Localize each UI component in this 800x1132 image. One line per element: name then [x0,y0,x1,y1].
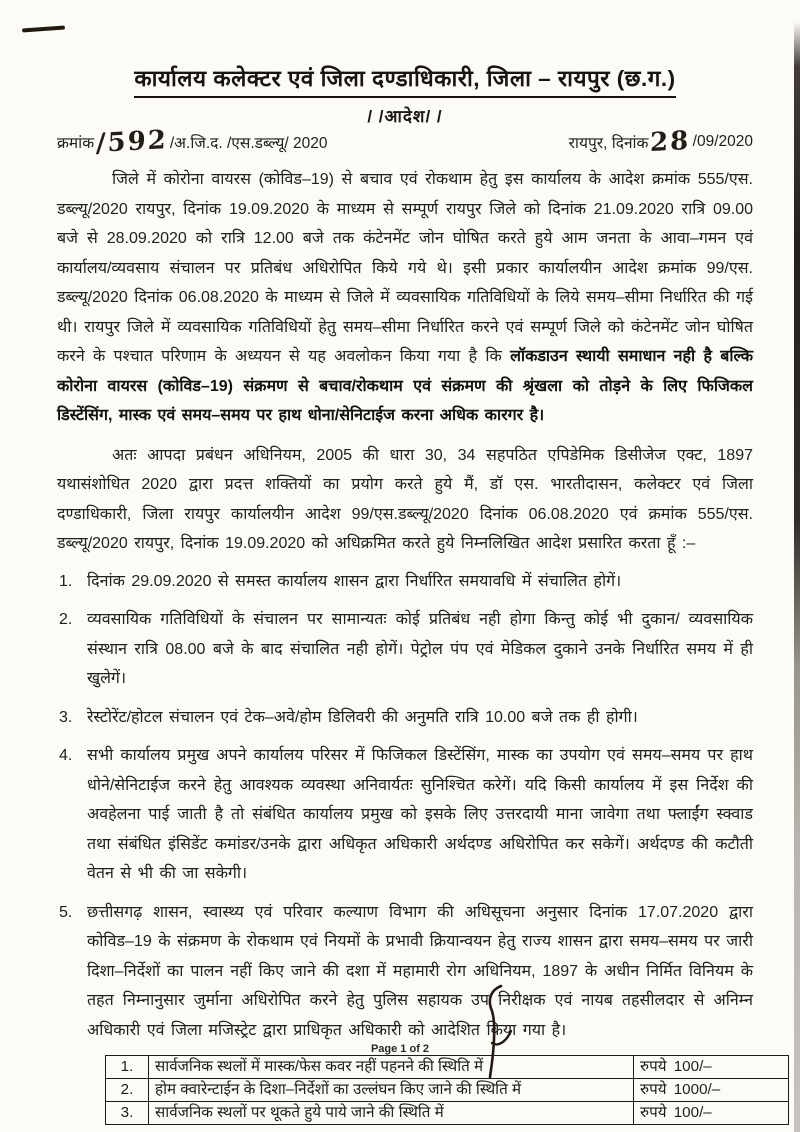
item-number: 4. [59,747,73,764]
table-row [106,1056,789,1079]
item-number: 5. [59,903,73,921]
item-text: व्यवसायिक गतिविधियों के संचालन पर सामान्यतः कोई प्रतिबंध नही होगा किन्तु कोई भी दुकान/ व्यवसायिक संस्थान रात्रि 08.00 बजे के बाद संचालित नही होगें। पेट्रोल पंप एवं मेडिकल दुकाने उनके निर्धारित समय में ही खुलेगें। [87,611,753,687]
order-number-suffix: /अ.जि.द. /एस.डब्ल्यू/ 2020 [169,135,328,152]
page-number-footer: Page 1 of 2 [370,1043,430,1055]
pen-dash-mark [22,26,65,32]
cell-violation: सार्वजनिक स्थलों पर थूकते हुये पाये जाने की स्थिति में [149,1102,634,1125]
cell-fine-amount: रुपये 100/– [634,1056,789,1079]
paragraph-background-lead: जिले में कोरोना वायरस (कोविड–19) से बचाव एवं रोकथाम हेतु इस कार्यालय के आदेश क्रमांक 555/एस. डब्ल्यू/2020 रायपुर, दिनांक 19.09.2020 के माध्यम से सम्पूर्ण रायपुर जिले को दिनांक 21.09.2020 रात्रि 09.00 बजे से 28.09.2020 को रात्रि 12.00 बजे तक कंटेनमेंट जोन घोषित करते हुये आम जनता के आवा–गमन एवं कार्यालय/व्यवसाय संचालन पर प्रतिबंध अधिरोपित किये गये थे। इसी प्रकार कार्यालयीन आदेश क्रमांक 99/एस. डब्ल्यू/2020 दिनांक 06.08.2020 के माध्यम से जिले में व्यवसायिक गतिविधियों के लिये समय–सीमा निर्धारित की गई थी। रायपुर जिले में व्यवसायिक गतिविधियों हेतु समय–सीमा निर्धारित करने एवं सम्पूर्ण जिले को कंटेनमेंट जोन घोषित करने के पश्चात परिणाम के अध्ययन से यह अवलोकन किया गया है कि [57,171,753,365]
table-row [106,1102,789,1125]
list-item [57,741,753,889]
item-number: 1. [59,572,73,590]
cell-violation: होम क्वारेन्टाईन के दिशा–निर्देशों का उल्लंघन किए जाने की स्थिति में [149,1079,634,1102]
cell-serial: 2. [106,1079,149,1102]
page-title [57,62,753,98]
cell-fine-amount: रुपये 100/– [634,1102,789,1125]
cell-serial: 3. [106,1102,149,1125]
cell-violation: सार्वजनिक स्थलों में मास्क/फेस कवर नहीं पहनने की स्थिति में [149,1056,634,1079]
place-date-line [568,125,753,159]
item-number: 2. [59,611,73,628]
item-text: रेस्टोरेंट/होटल संचालन एवं टेक–अवे/होम डिलिवरी की अनुमति रात्रि 10.00 बजे तक ही होगी। [87,708,638,726]
item-text: छत्तीसगढ़ शासन, स्वास्थ्य एवं परिवार कल्याण विभाग की अधिसूचना अनुसार दिनांक 17.07.2020 द्वारा कोविड–19 के संक्रमण के रोकथाम एवं नियमों के प्रभावी क्रियान्वयन हेतु राज्य शासन द्वारा समय–समय पर जारी दिशा–निर्देशों का पालन नहीं किए जाने की दशा में महामारी रोग अधिनियम, 1897 के अधीन निर्मित विनियम के तहत निम्नानुसार जुर्माना अधिरोपित करने हेतु पुलिस सहायक उप निरीक्षक एवं नायब तहसीलदार से अनिम्न अधिकारी एवं जिला मजिस्ट्रेट द्वारा प्राधिकृत अधिकारी को आदेशित किया गया है। [87,903,753,1039]
office-title-text: कार्यालय कलेक्टर एवं जिला दण्डाधिकारी, जिला – रायपुर (छ.ग.) [134,62,675,98]
item-text: सभी कार्यालय प्रमुख अपने कार्यालय परिसर में फिजिकल डिस्टेंसिंग, मास्क का उपयोग एवं समय–समय पर हाथ धोने/सेनिटाईज करने हेतु आवश्यक व्यवस्था अनिवार्यतः सुनिश्चित करेगें। यदि किसी कार्यालय में इस निर्देश की अवहेलना पाई जाती है तो संबंधित कार्यालय प्रमुख को इसके लिए उत्तरदायी माना जावेगा तथा फ्लाईंग स्क्वाड तथा संबंधित इंसिडेंट कमांडर/उनके द्वारा अधिकृत अधिकारी अर्थदण्ड अधिरोपित कर सकेगें। अर्थदण्ड की कटौती वेतन से भी की जा सकेगी। [87,747,753,882]
order-document [57,62,753,1125]
order-number-line [57,125,328,159]
item-text: दिनांक 29.09.2020 से समस्त कार्यालय शासन द्वारा निर्धारित समयावधि में संचालित होगें। [87,572,622,590]
list-item [57,898,753,1046]
cell-fine-amount: रुपये 1000/– [634,1079,789,1102]
paragraph-authority: अतः आपदा प्रबंधन अधिनियम, 2005 की धारा 30, 34 सहपठित एपिडेमिक डिसीजेज एक्ट, 1897 यथासंशोधित 2020 द्वारा प्रदत्त शक्तियों का प्रयोग करते हुये मैं, डॉ एस. भारतीदासन, कलेक्टर एवं जिला दण्डाधिकारी, जिला रायपुर कार्यालयीन आदेश 99/एस.डब्ल्यू/2020 दिनांक 06.08.2020 एवं क्रमांक 555/एस. डब्ल्यू/2020 रायपुर, दिनांक 19.09.2020 को अधिक्रमित करते हुये निम्नलिखित आदेश प्रसारित करता हूँ :– [57,446,753,552]
list-item [57,567,753,597]
fines-table [105,1055,789,1125]
order-heading: / /आदेश/ / [367,107,443,126]
list-item [57,605,753,694]
scan-edge-shadow [794,22,800,1132]
date-day-handwritten: 28 [650,125,691,159]
table-row [106,1079,789,1102]
order-number-handwritten: /592 [95,125,169,159]
order-items-list [57,567,753,1046]
paragraph-background [57,165,753,431]
place-date-label: रायपुर, दिनांक [568,135,649,152]
paragraph-background-emphasis: लॉकडाउन स्थायी समाधान नही है बल्कि कोरोना वायरस (कोविड–19) संक्रमण से बचाव/रोकथाम एवं संक्रमण की श्रृंखला को तोड़ने के लिए फिजिकल डिस्टेंसिंग, मास्क एवं समय–समय पर हाथ धोना/सेनिटाईज करना अधिक कारगर है। [57,348,754,424]
cell-serial: 1. [106,1056,149,1079]
item-number: 3. [59,708,73,726]
list-item [57,703,753,733]
order-number-label: क्रमांक [57,135,95,152]
reference-line [57,125,753,159]
date-suffix: /09/2020 [692,133,753,150]
